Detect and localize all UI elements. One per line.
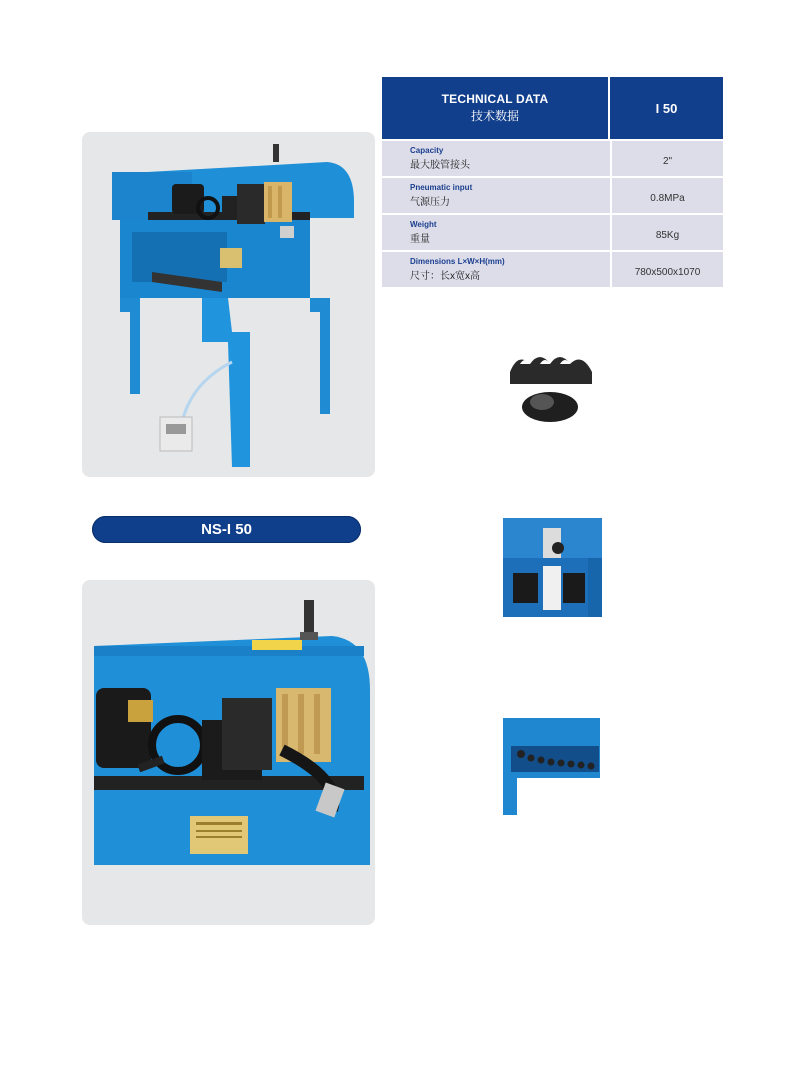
table-header bbox=[382, 77, 723, 139]
row-label-cn: 重量 bbox=[410, 234, 430, 245]
machine-closeup-image bbox=[82, 580, 375, 925]
technical-data-table bbox=[382, 77, 723, 287]
row-label bbox=[382, 141, 612, 176]
row-value: 2" bbox=[662, 156, 673, 167]
table-header-cn: 技术数据 bbox=[470, 109, 519, 123]
row-label-en: Dimensions L×W×H(mm) bbox=[410, 257, 505, 266]
table-row bbox=[382, 139, 723, 176]
clamp-detail-image bbox=[503, 518, 602, 617]
model-name-badge: NS-I 50 bbox=[92, 516, 361, 543]
row-value: 780x500x1070 bbox=[634, 267, 701, 278]
table-header-model: I 50 bbox=[610, 77, 723, 139]
table-row bbox=[382, 250, 723, 287]
machine-closeup-panel bbox=[82, 580, 375, 925]
row-label bbox=[382, 252, 612, 287]
die-inserts-image bbox=[500, 342, 605, 430]
row-label-cn: 气源压力 bbox=[410, 197, 450, 208]
table-header-label bbox=[382, 77, 610, 139]
machine-full-image bbox=[82, 132, 375, 477]
row-label bbox=[382, 178, 612, 213]
row-value: 85Kg bbox=[655, 230, 680, 241]
row-value: 0.8MPa bbox=[650, 193, 685, 204]
die-tray-image bbox=[503, 718, 600, 815]
table-row bbox=[382, 176, 723, 213]
table-row bbox=[382, 213, 723, 250]
machine-photo-panel bbox=[82, 132, 375, 477]
row-label-en: Capacity bbox=[410, 146, 444, 155]
row-label-cn: 尺寸：长x宽x高 bbox=[410, 271, 480, 282]
row-label-cn: 最大胶管接头 bbox=[410, 160, 470, 171]
row-label-en: Weight bbox=[410, 220, 437, 229]
table-header-en: TECHNICAL DATA bbox=[441, 92, 549, 106]
row-label bbox=[382, 215, 612, 250]
row-label-en: Pneumatic input bbox=[410, 183, 473, 192]
